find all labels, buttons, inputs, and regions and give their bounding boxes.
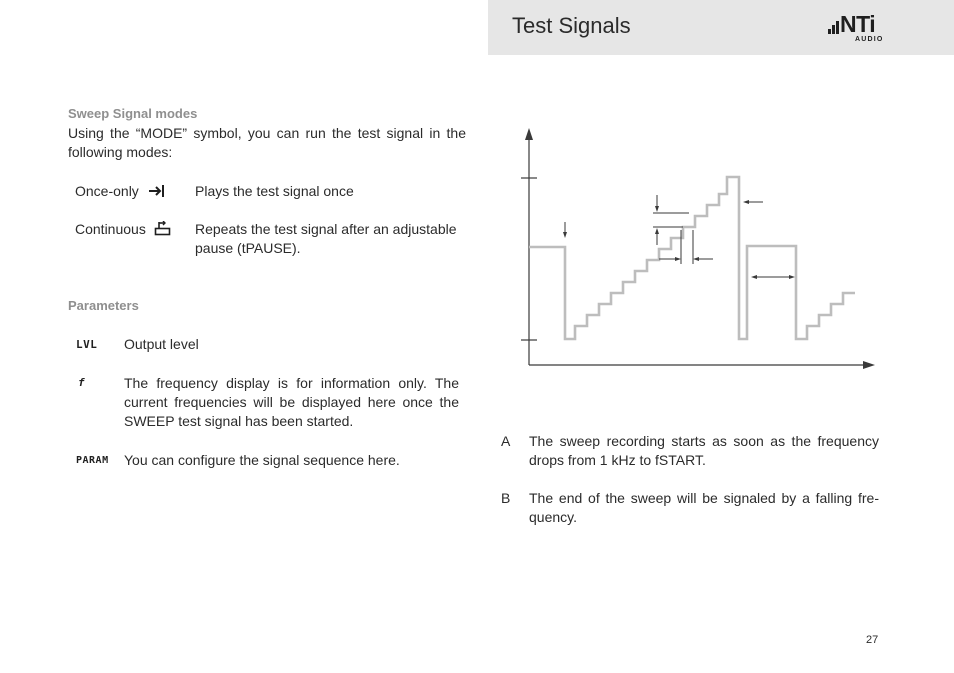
note-a-text: The sweep recording starts as soon as the frequency drops from 1 kHz to fSTART. bbox=[529, 433, 879, 468]
mode-label-continuous: Continuous bbox=[75, 221, 146, 237]
frequency-icon: f bbox=[78, 376, 86, 389]
page-number: 27 bbox=[866, 634, 879, 646]
param-desc-param: You can configure the signal sequence here. bbox=[124, 452, 400, 468]
continuous-icon bbox=[154, 221, 172, 237]
sweep-signal-diagram bbox=[517, 120, 887, 375]
x-axis-arrow bbox=[863, 361, 875, 369]
page-title: Test Signals bbox=[512, 13, 631, 38]
mode-desc-continuous: Repeats the test signal after an adjustable pause (tPAUSE). bbox=[195, 221, 457, 256]
param-icon: PARAM bbox=[76, 455, 109, 466]
sweep-modes-heading: Sweep Signal modes bbox=[68, 106, 198, 121]
level-icon: LVL bbox=[76, 338, 98, 351]
sweep-modes-intro: Using the “MODE” symbol, you can run the test signal in the following modes: bbox=[68, 125, 466, 160]
y-axis-arrow bbox=[525, 128, 533, 140]
param-desc-frequency: The frequency display is for information only. The current frequencies will be displayed here once the SWEEP test signal has been started. bbox=[124, 375, 459, 429]
param-desc-level: Output level bbox=[124, 336, 199, 352]
logo-bars-icon bbox=[828, 21, 840, 34]
parameters-heading: Parameters bbox=[68, 298, 139, 313]
page-header bbox=[488, 0, 954, 55]
logo-subtitle: AUDIO bbox=[855, 36, 884, 43]
note-b-text: The end of the sweep will be signaled by a falling fre-quency. bbox=[529, 490, 879, 525]
mode-desc-once-only: Plays the test signal once bbox=[195, 183, 354, 199]
once-only-icon bbox=[148, 183, 166, 199]
nti-audio-logo bbox=[826, 11, 888, 46]
note-a-letter: A bbox=[501, 433, 511, 449]
note-b-letter: B bbox=[501, 490, 511, 506]
logo-wordmark: NTi bbox=[840, 11, 876, 37]
mode-label-once-only: Once-only bbox=[75, 183, 139, 199]
sweep-waveform bbox=[529, 177, 855, 339]
